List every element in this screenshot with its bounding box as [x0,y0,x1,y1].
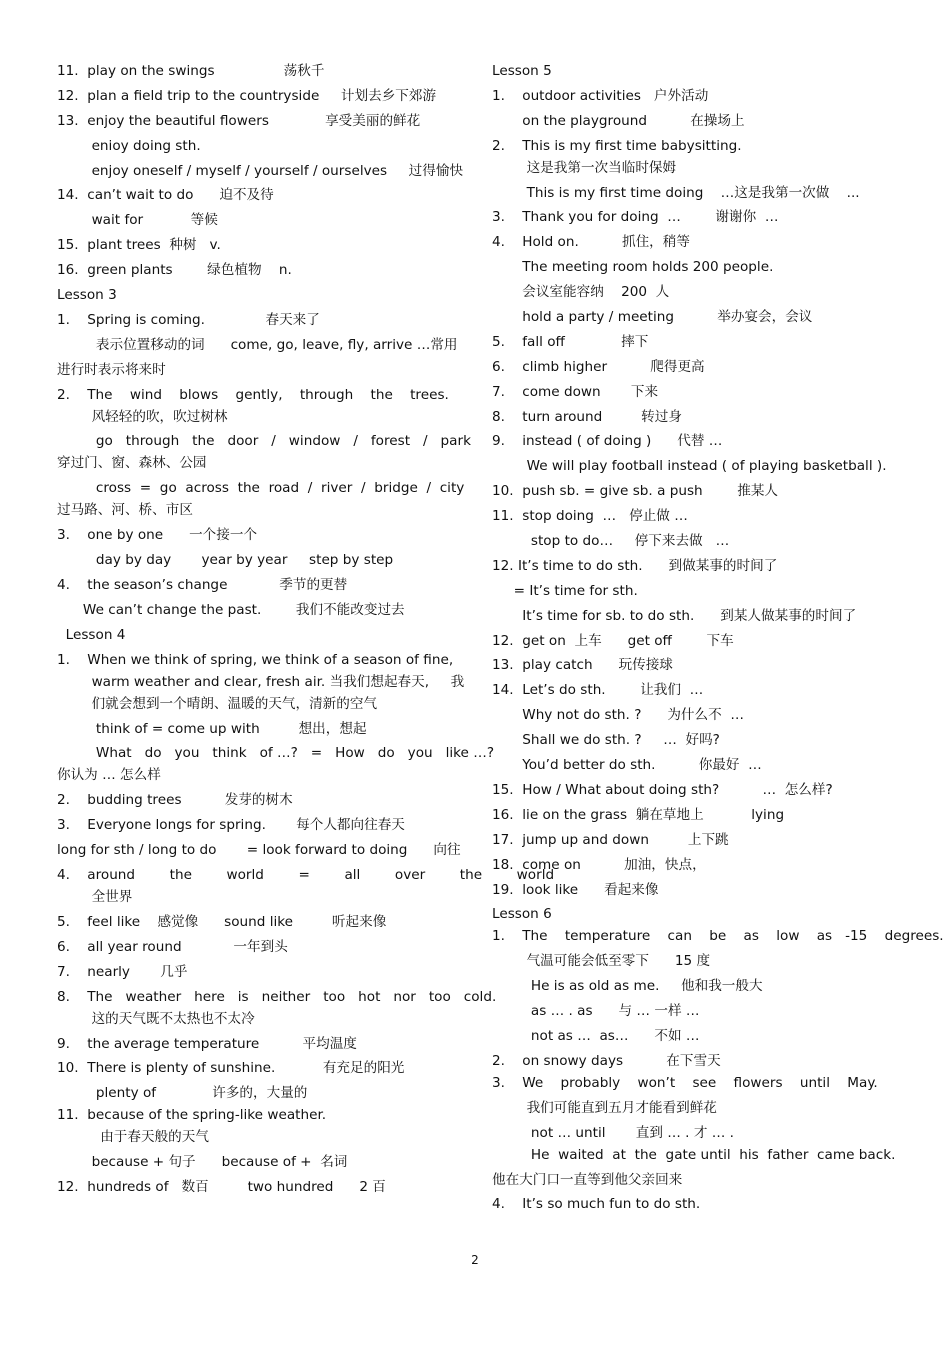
left-line: 1. Spring is coming. 春天来了 [57,311,320,328]
right-line: 气温可能会低至零下 15 度 [492,953,711,970]
right-line: 10. push sb. = give sb. a push 推某人 [492,483,779,500]
left-line: 穿过门、窗、森林、公园 [57,455,207,472]
right-line: Shall we do sth. ? … 好吗? [492,732,720,749]
right-line: 14. Let’s do sth. 让我们 … [492,682,704,699]
right-line: 13. play catch 玩传接球 [492,657,673,674]
right-line: 6. climb higher 爬得更高 [492,358,705,375]
right-line: 16. lie on the grass 躺在草地上 lying [492,806,785,823]
left-line: long for sth / long to do = look forward to doing 向往 [57,842,461,859]
left-line: 3. Everyone longs for spring. 每个人都向往春天 [57,817,405,834]
right-line: We will play football instead ( of playing basketball ). [492,458,887,475]
left-line: 16. green plants 绿色植物 n. [57,262,292,279]
right-line: on the playground 在操场上 [492,112,745,129]
right-line: 7. come down 下来 [492,383,659,400]
left-line: 表示位置移动的词 come, go, leave, fly, arrive …常用 [57,336,458,353]
left-line: enioy doing sth. [57,137,201,154]
left-line: 8. The weather here is neither too hot nor too cold. [57,988,497,1005]
left-line: 7. nearly 几乎 [57,963,188,980]
left-line: think of = come up with 想出，想起 [57,720,367,737]
left-line: 过马路、河、桥、市区 [57,502,193,519]
right-line: 17. jump up and down 上下跳 [492,831,729,848]
right-line: 9. instead ( of doing ) 代替 … [492,433,723,450]
left-line: 全世界 [57,889,133,906]
left-line: cross = go across the road / river / bridge / city [57,480,465,497]
left-line: 10. There is plenty of sunshine. 有充足的阳光 [57,1060,405,1077]
right-line: Why not do sth. ? 为什么不 … [492,707,744,724]
right-line: Lesson 5 [492,63,552,79]
right-line: 他在大门口一直等到他父亲回来 [492,1171,683,1188]
right-line: stop to do… 停下来去做 … [492,533,730,550]
left-line: 4. around the world = all over the world [57,867,555,884]
left-line: What do you think of …? = How do you like …? [57,745,495,762]
left-line: Lesson 3 [57,287,117,304]
right-column [492,62,944,1220]
left-line: 4. the season’s change 季节的更替 [57,577,348,594]
right-line: 12. It’s time to do sth. 到做某事的时间了 [492,557,778,574]
right-line: = It’s time for sth. [492,582,638,599]
right-line: as … . as 与 … 一样 … [492,1003,700,1020]
left-line: 12. plan a field trip to the countryside 计划去乡下郊游 [57,87,437,104]
left-line: wait for 等候 [57,212,218,229]
left-line: 们就会想到一个晴朗、温暖的天气，清新的空气 [57,695,378,712]
left-line: 2. The wind blows gently, through the trees. [57,386,449,403]
left-line: 这的天气既不太热也不太冷 [57,1010,255,1027]
left-line: 12. hundreds of 数百 two hundred 2 百 [57,1179,386,1196]
left-line: enjoy oneself / myself / yourself / ourselves 过得愉快 [57,162,464,179]
right-line: 8. turn around 转过身 [492,408,682,425]
left-line: 15. plant trees 种树 v. [57,237,221,254]
right-line: 我们可能直到五月才能看到鲜花 [492,1099,717,1116]
right-line: 1. The temperature can be as low as -15 degrees. [492,928,944,945]
left-line: We can’t change the past. 我们不能改变过去 [57,601,405,618]
right-line: He is as old as me. 他和我一般大 [492,978,763,995]
left-line: 11. play on the swings 荡秋千 [57,63,325,79]
left-line: 2. budding trees 发芽的树木 [57,792,293,809]
left-line: because + 句子 because of + 名词 [57,1154,348,1171]
left-line: Lesson 4 [57,626,126,643]
left-line: 11. because of the spring-like weather. [57,1107,327,1124]
right-line: 会议室能容纳 200 人 [492,284,670,301]
right-line: You’d better do sth. 你最好 … [492,757,762,774]
left-line: 3. one by one 一个接一个 [57,527,258,544]
right-line: 2. on snowy days 在下雪天 [492,1052,721,1069]
right-line: 1. outdoor activities 户外活动 [492,87,709,104]
left-line: 14. can’t wait to do 迫不及待 [57,187,274,204]
right-line: Lesson 6 [492,906,552,923]
right-line: 3. Thank you for doing … 谢谢你 … [492,209,779,226]
right-line: 19. look like 看起来像 [492,881,659,898]
right-line: 11. stop doing … 停止做 … [492,508,688,525]
left-line: 6. all year round 一年到头 [57,938,288,955]
right-line: 5. fall off 摔下 [492,333,649,350]
left-line: 5. feel like 感觉像 sound like 听起来像 [57,913,387,930]
left-line: plenty of 许多的，大量的 [57,1085,308,1102]
right-line: 4. Hold on. 抓住，稍等 [492,234,690,251]
right-line: It’s time for sb. to do sth. 到某人做某事的时间了 [492,607,857,624]
right-line: 3. We probably won’t see flowers until May. [492,1074,878,1091]
right-line: 18. come on 加油，快点， [492,856,706,873]
left-line: 进行时表示将来时 [57,361,166,378]
right-line: 15. How / What about doing sth? … 怎么样? [492,781,833,798]
right-line: 这是我第一次当临时保姆 [492,159,677,176]
page-number: 2 [471,1253,479,1267]
right-line: hold a party / meeting 举办宴会，会议 [492,309,813,326]
right-line: The meeting room holds 200 people. [492,259,774,276]
left-line: 9. the average temperature 平均温度 [57,1035,357,1052]
left-line: go through the door / window / forest / park [57,433,471,450]
right-line: He waited at the gate until his father came back. [492,1146,896,1163]
left-line: warm weather and clear, fresh air. 当我们想起春天, 我 [57,673,465,690]
right-line: 2. This is my first time babysitting. [492,137,742,154]
right-line: 12. get on 上车 get off 下车 [492,632,734,649]
right-line: This is my first time doing …这是我第一次做 ... [492,184,860,201]
left-line: day by day year by year step by step [57,552,394,569]
right-line: 4. It’s so much fun to do sth. [492,1196,701,1213]
right-line: not … until 直到 … . 才 … . [492,1124,734,1141]
left-line: 13. enjoy the beautiful flowers 享受美丽的鲜花 [57,112,421,129]
left-line: 由于春天般的天气 [57,1129,209,1146]
left-line: 风轻轻的吹，吹过树林 [57,408,228,425]
right-line: not as … as… 不如 … [492,1027,700,1044]
left-line: 1. When we think of spring, we think of a season of fine, [57,651,454,668]
left-line: 你认为 … 怎么样 [57,767,161,784]
